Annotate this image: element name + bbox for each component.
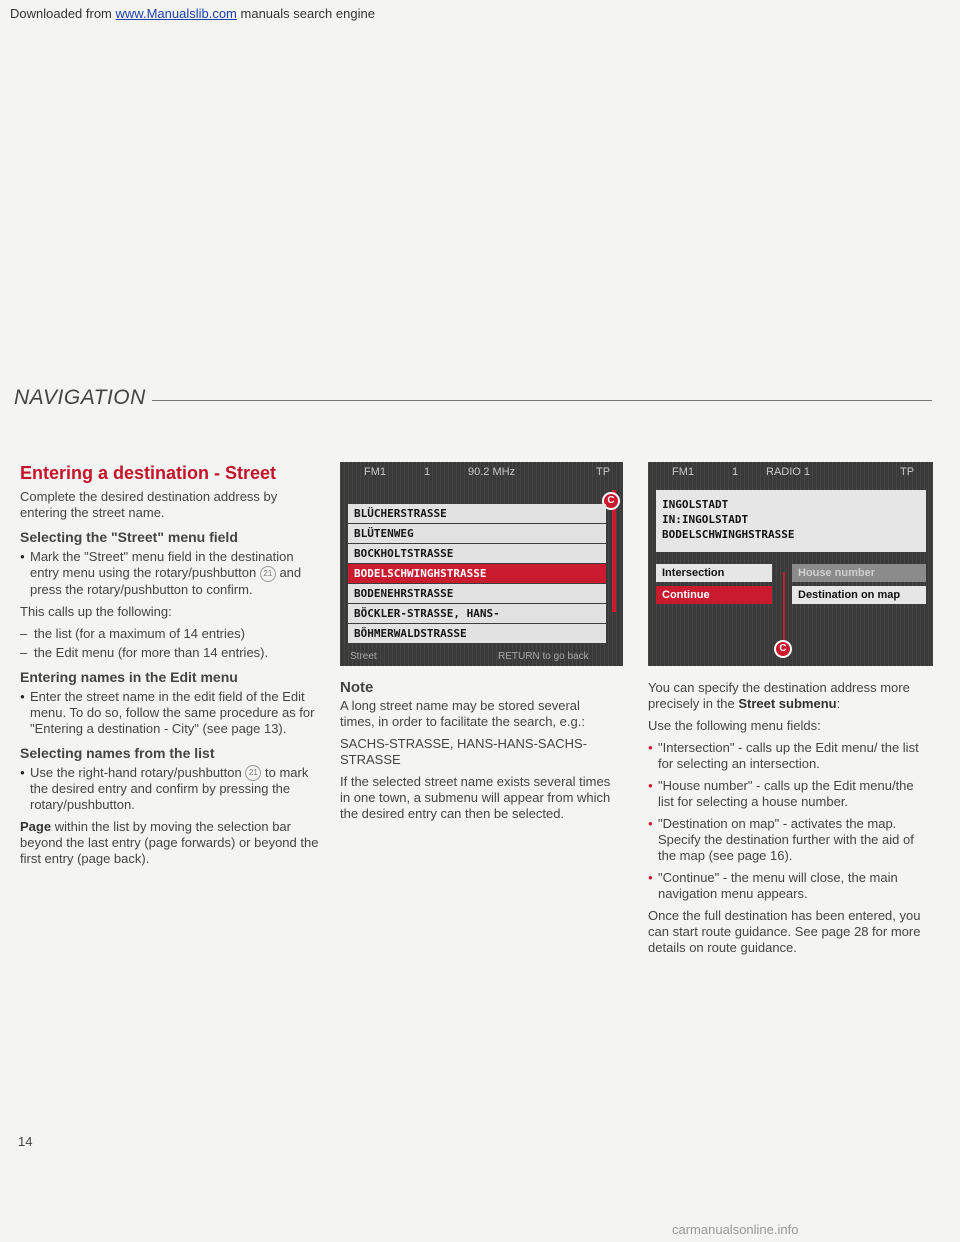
intro-end: : <box>836 696 841 711</box>
continue-button[interactable]: Continue <box>656 586 772 604</box>
page-paragraph <box>20 819 320 867</box>
page-title: Entering a destination - Street <box>20 463 277 483</box>
street-label: Street <box>350 651 377 662</box>
band-label: FM1 <box>672 466 694 478</box>
intro-text: You can specify the destination address more precisely in the <box>648 680 910 711</box>
bullet-text: Use the right-hand rotary/pushbutton <box>30 764 242 780</box>
band-label: FM1 <box>364 466 386 478</box>
page-text: within the list by moving the selection bar beyond the last entry (page forwards) or beyond the first entry (page back). <box>20 819 319 867</box>
bullet-select-entry <box>20 765 320 814</box>
section-heading <box>14 386 932 410</box>
bullet-mark-street <box>20 549 320 598</box>
intersection-button[interactable]: Intersection <box>656 564 772 582</box>
rotary-knob-icon: 21 <box>245 765 261 781</box>
note-text-2: If the selected street name exists several times in one town, a submenu will appear from which the desired entry can then be selected. <box>340 774 611 821</box>
status-bar <box>648 462 933 484</box>
rotary-control-icon: C <box>774 640 792 658</box>
intro-text: Complete the desired destination address by entering the street name. <box>20 489 278 520</box>
bullet-text: to mark the desired entry and confirm by pressing the rotary/pushbutton. <box>30 764 309 813</box>
list-item[interactable]: BLÜCHERSTRASSE <box>348 504 606 523</box>
list-item[interactable]: BÖCKLER-STRASSE, HANS- <box>348 604 606 623</box>
tp-label: TP <box>596 466 611 478</box>
section-title: NAVIGATION <box>14 386 146 409</box>
section-rule <box>152 400 932 401</box>
list-item-selected[interactable]: BODELSCHWINGHSTRASSE <box>348 564 606 583</box>
nav-screen-street-submenu <box>648 462 933 666</box>
download-prefix: Downloaded from <box>10 6 112 21</box>
list-item[interactable]: BLÜTENWEG <box>348 524 606 543</box>
manualslib-link[interactable]: www.Manualslib.com <box>115 6 237 21</box>
bullet-text: Mark the "Street" menu field in the destination entry menu using the rotary/pushbutton <box>30 549 294 580</box>
bullet-destination-map: ● "Destination on map" - activates the map. Specify the destination further with the aid of the map (see page 16). <box>648 816 933 864</box>
calls-up-text: This calls up the following: <box>20 603 172 619</box>
tp-label: TP <box>900 466 915 478</box>
list-item[interactable]: BÖHMERWALDSTRASSE <box>348 624 606 643</box>
frequency-label: 90.2 MHz <box>468 466 516 478</box>
fields-intro: Use the following menu fields: <box>648 718 821 733</box>
column-middle <box>340 680 618 828</box>
bottom-bar <box>340 648 623 666</box>
station-label: RADIO 1 <box>766 466 811 478</box>
page-number: 14 <box>18 1134 33 1149</box>
footer-watermark: carmanualsonline.info <box>672 1222 799 1237</box>
download-note <box>10 6 375 21</box>
destination-box <box>656 490 926 552</box>
street-submenu-label: Street submenu <box>738 696 837 711</box>
heading-edit-menu: Entering names in the Edit menu <box>20 668 238 685</box>
destination-area: IN:INGOLSTADT <box>662 513 749 526</box>
rotary-control-icon: C <box>602 492 620 510</box>
note-text: A long street name may be stored several times, in order to facilitate the search, e.g.: <box>340 698 585 729</box>
status-bar <box>340 462 623 484</box>
column-right <box>648 680 933 962</box>
intro-paragraph <box>648 680 933 712</box>
preset-label: 1 <box>732 466 739 478</box>
return-hint: RETURN to go back <box>498 651 589 662</box>
list-item[interactable]: BOCKHOLTSTRASSE <box>348 544 606 563</box>
bullet-enter-name: ● Enter the street name in the edit field of the Edit menu. To do so, follow the same procedure as for "Entering a destination - City" (see page 13). <box>20 689 320 737</box>
selector-line <box>783 572 785 642</box>
preset-label: 1 <box>424 466 431 478</box>
street-list <box>348 504 606 644</box>
closing-text: Once the full destination has been entered, you can start route guidance. See page 28 for more details on route guidance. <box>648 908 921 955</box>
house-number-button[interactable]: House number <box>792 564 926 582</box>
note-example: SACHS-STRASSE, HANS-HANS-SACHS-STRASSE <box>340 736 588 767</box>
bullet-intersection: ● "Intersection" - calls up the Edit menu/ the list for selecting an intersection. <box>648 740 933 772</box>
bullet-house-number: ● "House number" - calls up the Edit menu/the list for selecting a house number. <box>648 778 933 810</box>
bullet-text: and press the rotary/pushbutton to confirm. <box>30 565 302 597</box>
list-item[interactable]: BODENEHRSTRASSE <box>348 584 606 603</box>
bullet-continue: ● "Continue" - the menu will close, the main navigation menu appears. <box>648 870 933 902</box>
destination-on-map-button[interactable]: Destination on map <box>792 586 926 604</box>
page-label: Page <box>20 819 52 835</box>
heading-selecting-field: Selecting the "Street" menu field <box>20 529 238 545</box>
destination-street: BODELSCHWINGHSTRASSE <box>662 528 795 541</box>
column-left <box>20 465 320 873</box>
destination-city: INGOLSTADT <box>662 498 729 511</box>
rotary-knob-icon: 21 <box>260 566 276 582</box>
note-title: Note <box>340 679 374 696</box>
heading-list: Selecting names from the list <box>20 744 215 761</box>
dash-item-list: – the list (for a maximum of 14 entries) <box>20 626 320 642</box>
dash-item-edit: – the Edit menu (for more than 14 entries). <box>20 645 320 661</box>
download-suffix: manuals search engine <box>240 6 375 21</box>
nav-screen-street-list <box>340 462 623 666</box>
